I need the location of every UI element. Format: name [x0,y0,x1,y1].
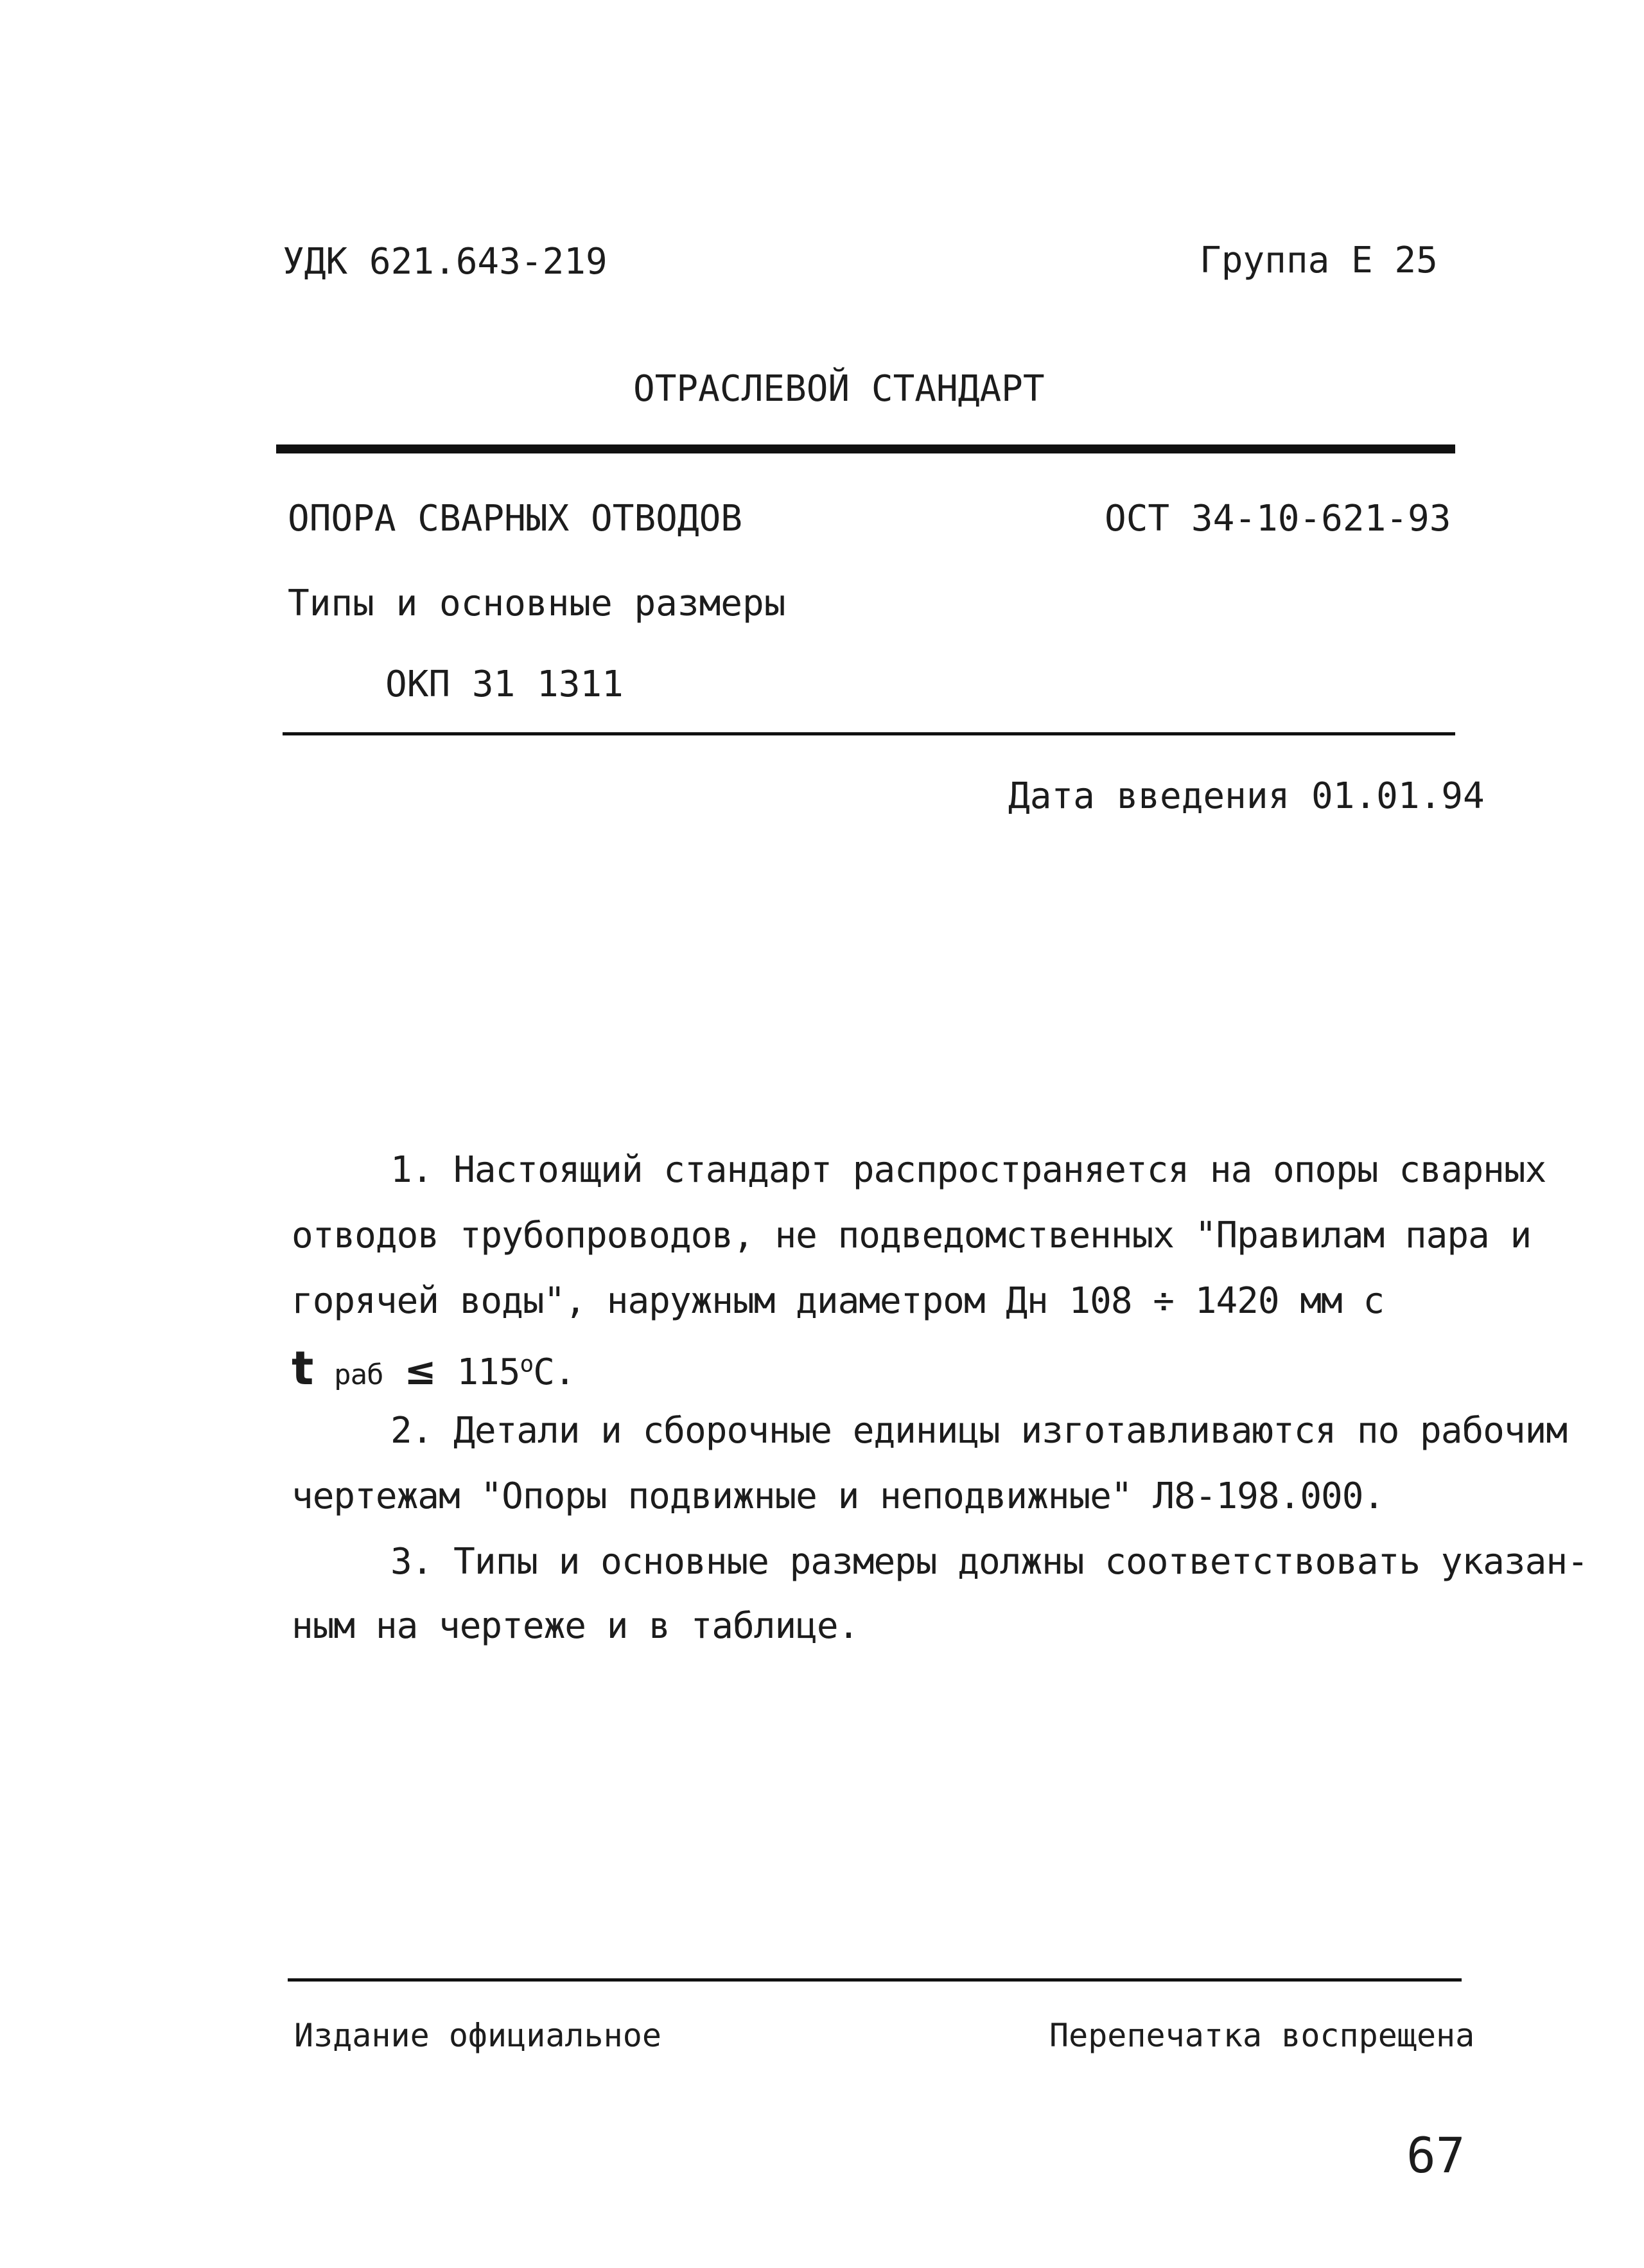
reprint-prohibited-note: Перепечатка воспрещена [1049,2017,1475,2054]
paragraph-3-line-1: 3. Типы и основные размеры должны соответствовать указан- [390,1541,1588,1583]
document-subtitle: Типы и основные размеры [288,583,786,624]
paragraph-1-line-3: горячей воды", наружным диаметром Дн 108 ÷ 1420 мм с [292,1280,1385,1322]
less-or-equal-symbol: ≤ [404,1349,436,1394]
paragraph-3-line-2: ным на чертеже и в таблице. [292,1605,859,1647]
paragraph-2-line-2: чертежам "Опоры подвижные и неподвижные" Л8-198.000. [292,1475,1385,1517]
temperature-line [292,1341,575,1395]
temperature-unit: С. [533,1351,575,1393]
footer-rule [288,1978,1462,1982]
page-number: 67 [1406,2127,1465,2184]
standard-code: ОСТ 34-10-621-93 [1105,498,1451,540]
degree-sign: о [520,1351,534,1378]
document-title: ОПОРА СВАРНЫХ ОТВОДОВ [288,498,743,540]
standard-type-heading: ОТРАСЛЕВОЙ СТАНДАРТ [633,368,1045,410]
temperature-subscript: раб [334,1358,383,1391]
okp-code: ОКП 31 1311 [385,664,624,705]
paragraph-1-line-2: отводов трубопроводов, не подведомственных "Правилам пара и [292,1215,1532,1256]
official-edition-note: Издание официальное [294,2017,661,2054]
thick-rule [276,444,1455,453]
udk-code: УДК 621.643-219 [283,241,608,283]
paragraph-1-line-1: 1. Настоящий стандарт распространяется на опоры сварных [390,1149,1546,1191]
introduction-date: Дата введения 01.01.94 [1008,775,1485,817]
group-code: Группа Е 25 [1200,240,1438,281]
temperature-value: 115 [457,1351,520,1393]
temperature-symbol: t [292,1341,313,1395]
thin-rule [283,732,1455,735]
paragraph-2-line-1: 2. Детали и сборочные единицы изготавливаются по рабочим [390,1410,1568,1452]
